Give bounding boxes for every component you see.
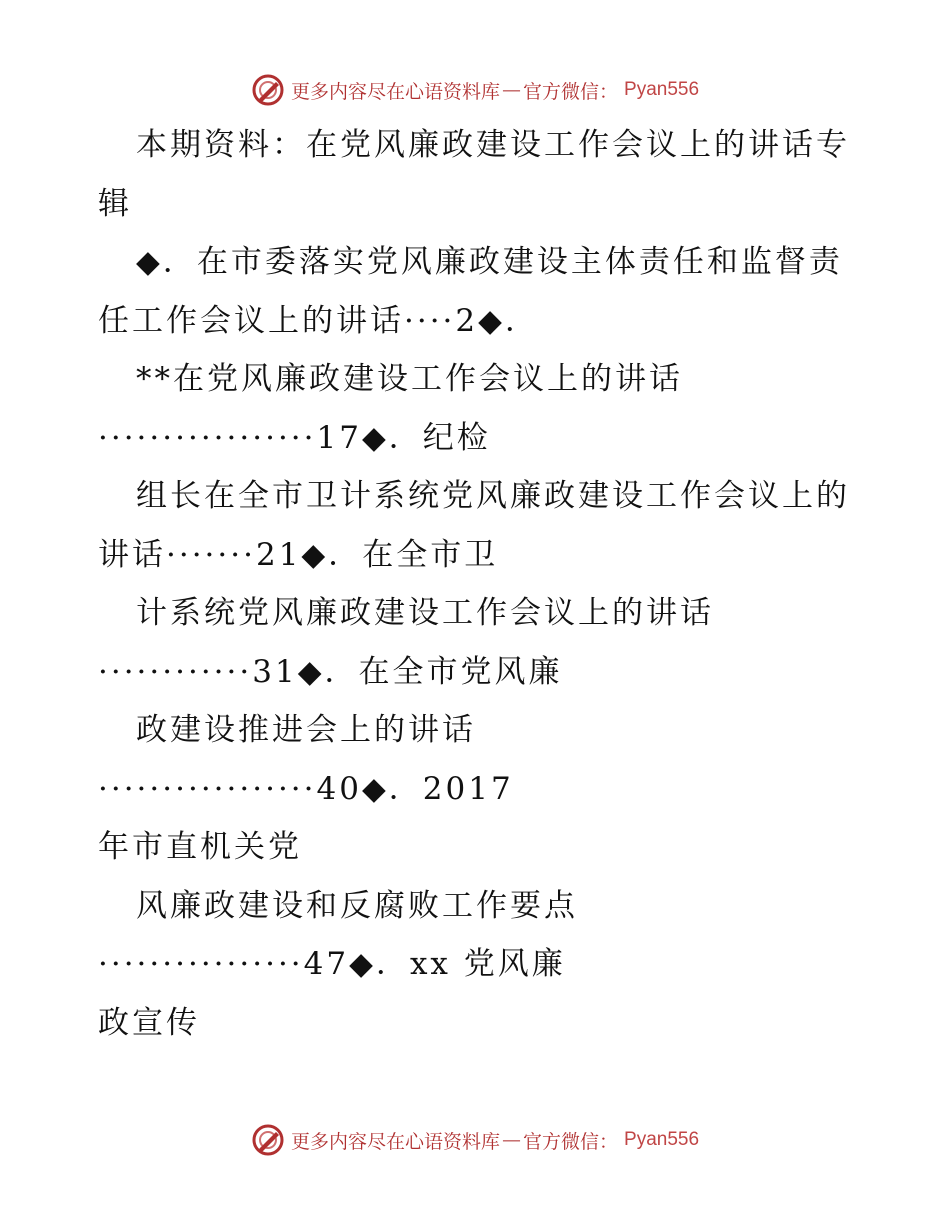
text-line: 任工作会议上的讲话····2◆． — [98, 302, 539, 339]
document-body — [98, 116, 858, 1052]
banner-separator: — — [501, 79, 521, 101]
text-line: ················47◆．xx 党风廉 — [98, 946, 566, 982]
banner-text: 更多内容尽在心语资料库 — [290, 1130, 500, 1153]
text-line: ·················40◆．2017 — [98, 770, 514, 807]
header-banner — [0, 70, 950, 110]
banner-text: 更多内容尽在心语资料库 — [290, 80, 500, 103]
text-line: 年市直机关党 — [98, 829, 302, 865]
brand-logo-icon — [251, 1123, 285, 1157]
banner-colon: ： — [599, 1130, 619, 1153]
banner-separator: — — [501, 1129, 521, 1151]
footer-banner — [0, 1120, 950, 1160]
banner-label: 官方微信 — [522, 80, 599, 103]
banner-wechat-id: Pyan556 — [624, 1129, 700, 1150]
text-line: **在党风廉政建设工作会议上的讲话 — [136, 361, 683, 397]
banner-label: 官方微信 — [522, 1130, 599, 1153]
text-line: 组长在全市卫计系统党风廉政建设工作会议上的 — [136, 478, 850, 514]
text-line: 风廉政建设和反腐败工作要点 — [136, 887, 578, 924]
text-line: 政宣传 — [98, 1004, 200, 1041]
text-line: ············31◆．在全市党风廉 — [98, 653, 563, 690]
text-line: ◆．在市委落实党风廉政建设主体责任和监督责 — [136, 244, 843, 280]
text-line: 政建设推进会上的讲话 — [136, 712, 476, 748]
text-line: 讲话·······21◆．在全市卫 — [98, 536, 499, 573]
text-line: 计系统党风廉政建设工作会议上的讲话 — [136, 595, 714, 631]
text-line: 本期资料：在党风廉政建设工作会议上的讲话专 — [136, 127, 850, 163]
brand-logo-icon — [251, 73, 285, 107]
text-line: 辑 — [98, 185, 132, 222]
banner-wechat-id: Pyan556 — [624, 79, 700, 100]
banner-colon: ： — [599, 80, 619, 103]
text-line: ·················17◆．纪检 — [98, 419, 491, 456]
